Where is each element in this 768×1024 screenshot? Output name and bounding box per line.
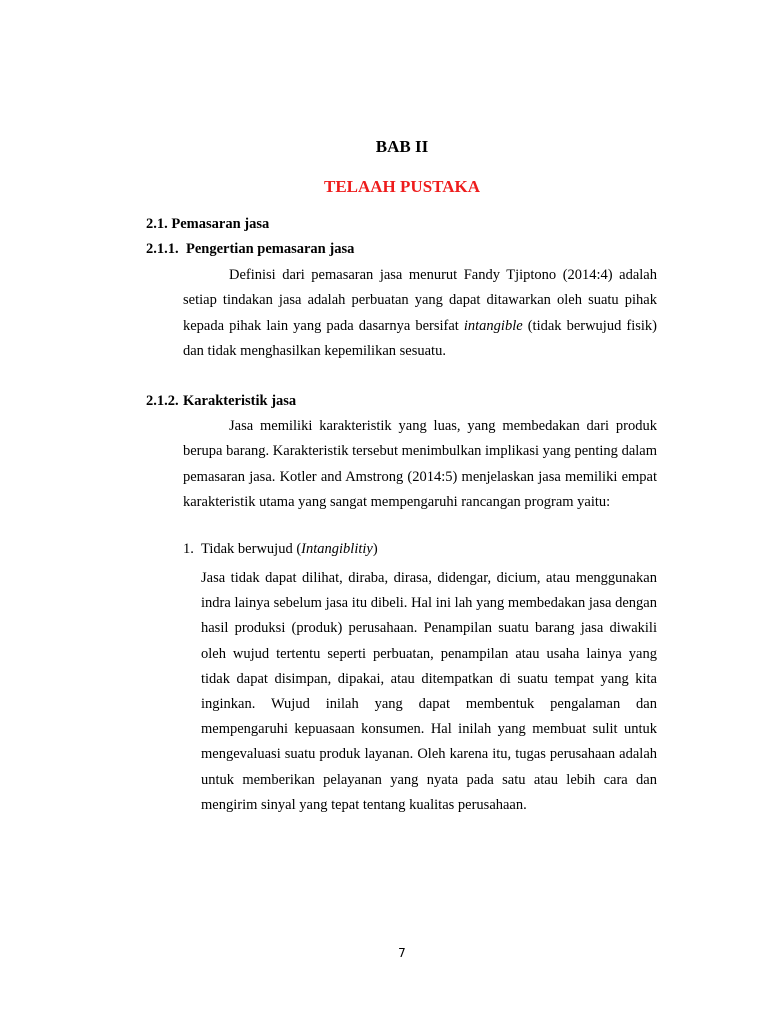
section-title: Pengertian pemasaran jasa [186,241,355,257]
chapter-title: TELAAH PUSTAKA [323,177,480,196]
section-number: 2.1.1. [146,241,179,257]
page-number: 7 [398,946,406,960]
paragraph-characteristics: Jasa memiliki karakteristik yang luas, yang membedakan dari produk berupa barang. Karakteristik tersebut menimbulkan implikasi yang penting dalam pemasaran jasa. Kotler and Amstrong (2014:5) menjelaskan jasa memiliki empat karakteristik utama yang sangat mempengaruhi rancangan program yaitu: [183,418,657,510]
section-title: Pemasaran jasa [171,216,270,232]
paragraph-text: Definisi dari pemasaran jasa menurut Fandy Tjiptono (2014:4) adalah setiap tindakan jasa adalah perbuatan yang dapat ditawarkan oleh suatu pihak kepada pihak lain yang pada dasarnya bersifat [183,267,657,334]
list-item-title-italic: Intangiblitiy [301,541,373,557]
list-item-number: 1. [183,541,194,557]
section-heading-2-1 [146,216,269,233]
list-item-body: Jasa tidak dapat dilihat, diraba, dirasa, didengar, dicium, atau menggunakan indra lainya sebelum jasa itu dibeli. Hal ini lah yang membedakan jasa dengan hasil produksi (produk) perusahaan. Penampilan suatu barang jasa diwakili oleh wujud tertentu seperti perbuatan, penampilan atau usaha lainya yang tidak dapat disimpan, dipakai, atau ditempatkan di suatu tempat yang kita inginkan. Wujud inilah yang dapat membentuk pengalaman dan mempengaruhi kepuasaan konsumen. Hal inilah yang membuat sulit untuk mengevaluasi suatu produk layanan. Oleh karena itu, tugas perusahaan adalah untuk memberikan pelayanan yang nyata pada satu atau lebih cara dan mengirim sinyal yang tepat tentang kualitas perusahaan. [201,570,657,813]
section-heading-2-1-1 [146,241,354,258]
section-number: 2.1. [146,216,168,232]
section-number: 2.1.2. [146,393,179,409]
paragraph-italic-term: intangible [463,317,523,334]
list-item-title-text: Tidak berwujud ( [201,541,302,557]
list-item-title [183,541,378,558]
section-title: Karakteristik jasa [183,393,297,409]
chapter-number: BAB II [375,137,429,156]
paragraph-text: (tidak berwujud fisik) dan tidak menghasilkan kepemilikan sesuatu. [183,317,657,359]
list-item-title-text: ) [372,541,378,557]
paragraph-definition [183,263,657,364]
section-heading-2-1-2 [146,393,296,410]
